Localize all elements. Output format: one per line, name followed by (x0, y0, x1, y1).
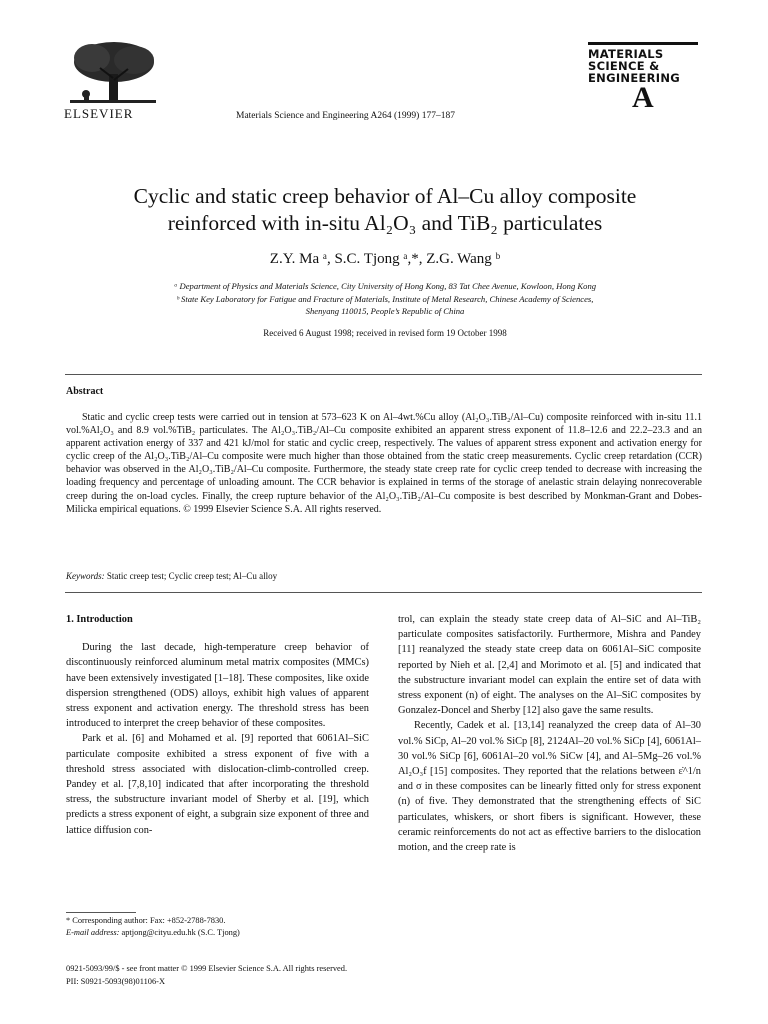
masthead-line: SCIENCE & (588, 59, 660, 73)
paragraph: trol, can explain the steady state creep data of Al–SiC and Al–TiB₂ particulate composites satisfactorily. Furthermore, Mishra and Pandey [11] reanalyzed the steady state creep data on 6061Al–SiC composite reported by Nieh et al. [2,4] and Morimoto et al. [5] and indicated that the substructure invariant model can explain the entire set of data with stress exponent (n) of eight. The analyses on the Al–SiC composites by Gonzalez-Doncel and Sherby [12] also gave the same results. (398, 614, 701, 717)
title-line: reinforced with in-situ Al₂O₃ and TiB₂ particulates (167, 211, 603, 235)
received-dates: Received 6 August 1998; received in revised form 19 October 1998 (263, 328, 507, 338)
right-column (398, 612, 701, 855)
issn-line: 0921-5093/99/$ - see front matter © 1999 Elsevier Science S.A. All rights reserved. (66, 964, 348, 973)
masthead-rule (588, 42, 698, 45)
masthead-line: MATERIALS (588, 47, 664, 61)
email-line (66, 927, 366, 939)
divider (65, 374, 702, 375)
journal-reference: Materials Science and Engineering A264 (1999) 177–187 (236, 111, 455, 121)
publisher-name: ELSEVIER (64, 106, 134, 121)
keywords-text: Static creep test; Cyclic creep test; Al–Cu alloy (106, 571, 278, 581)
section-heading: 1. Introduction (66, 614, 133, 625)
journal-masthead (588, 42, 698, 112)
corresponding-author: * Corresponding author: Fax: +852-2788-7830. (66, 916, 226, 925)
affiliation-line: ᵃ Department of Physics and Materials Science, City University of Hong Kong, 83 Tat Chee Avenue, Kowloon, Hong Kong (173, 281, 597, 291)
masthead-line: ENGINEERING (588, 71, 681, 85)
affiliations (60, 280, 710, 318)
keywords-label: Keywords: (66, 571, 105, 581)
affiliation-line: ᵇ State Key Laboratory for Fatigue and Fracture of Materials, Institute of Metal Research, Chinese Academy of Sciences, (176, 293, 594, 304)
keywords (66, 571, 277, 581)
paragraph: Recently, Cadek et al. [13,14] reanalyzed the creep data of Al–30 vol.% SiCp, Al–20 vol.% SiCp [8], 2124Al–20 vol.% SiCp [4], 6061Al–30 vol.% SiCp [6], 6061Al–20 vol.% SiCw [4], and Al–5Mg–26 vol.% Al₂O₃f [15] composites. They reported that the relations between ε̇^1/n and σ in these composites can be linearly fitted only for stress exponent (n) of five. They demonstrated that the strengthening effects of SiC particulates, whiskers, or short fibers is significant. However, these ceramic reinforcements do not act as effective barriers to the dislocation motion, and the creep rate is (398, 720, 701, 854)
divider (65, 592, 702, 593)
copyright-footer (66, 962, 347, 988)
paragraph: Park et al. [6] and Mohamed et al. [9] reported that 6061Al–SiC particulate composite exhibited a stress exponent of five with a threshold stress associated with dislocation-climb-controlled creep. Pandey et al. [7,8,10] indicated that after incorporating the threshold stress, the substructure invariant model of Sherby et al. [19], which predicts a stress exponent of eight, a subgrain size exponent of three and lattice diffusion con- (66, 733, 369, 836)
abstract-heading: Abstract (66, 386, 104, 397)
pii-line: PII: S0921-5093(98)01106-X (66, 977, 166, 986)
abstract-text: Static and cyclic creep tests were carried out in tension at 573–623 K on Al–4wt.%Cu alloy (Al₂O₃.TiB₂/Al–Cu) composite reinforced with in-situ 11.1 vol.%Al₂O₃ and 8.9 vol.%TiB₂ particulates. The Al₂O₃.TiB₂/Al–Cu composite exhibited an apparent stress exponent of 11.8–12.6 and 22.2–23.3 and an apparent activation energy of 337 and 421 kJ/mol for static and cyclic creep, respectively. The values of apparent stress exponent and activation energy for cyclic creep of the Al₂O₃.TiB₂/Al–Cu composite were much higher than those obtained from the static creep measurements. Cyclic creep retardation (CCR) behavior was observed in the Al₂O₃.TiB₂/Al–Cu composite. Furthermore, the steady state creep rate for cyclic creep tended to decrease with increasing the loading frequency and percentage of unloading amount. The CCR behavior is explained in terms of the storage of anelastic strain delaying nonrecoverable creep during the on-load cycles. Finally, the creep rupture behavior of the Al₂O₃.TiB₂/Al–Cu composite is best described by Monkman-Grant and Dobes-Milicka empirical equations. © 1999 Elsevier Science S.A. All rights reserved. (66, 412, 702, 515)
paper-title (60, 183, 710, 237)
footnote (66, 915, 366, 939)
paragraph: During the last decade, high-temperature creep behavior of discontinuously reinforced aluminum metal matrix composites (MMCs) have been extensively investigated [1–18]. These composites, like oxide dispersion strengthened (ODS) alloys, exhibit high values of apparent stress exponent and activation energy. The threshold stress has been introduced to interpret the creep behavior of these composites. (66, 642, 369, 730)
author-list: Z.Y. Ma ᵃ, S.C. Tjong ᵃ,*, Z.G. Wang ᵇ (269, 251, 501, 267)
email-label: E-mail address: (66, 928, 120, 937)
email-address[interactable]: aptjong@cityu.edu.hk (S.C. Tjong) (121, 928, 240, 937)
footnote-rule (66, 912, 136, 913)
masthead-letter: A (632, 81, 654, 114)
left-column (66, 612, 369, 838)
affiliation-line: Shenyang 110015, People’s Republic of China (305, 306, 465, 316)
title-line: Cyclic and static creep behavior of Al–Cu alloy composite (133, 184, 637, 208)
tree-icon (62, 38, 162, 108)
